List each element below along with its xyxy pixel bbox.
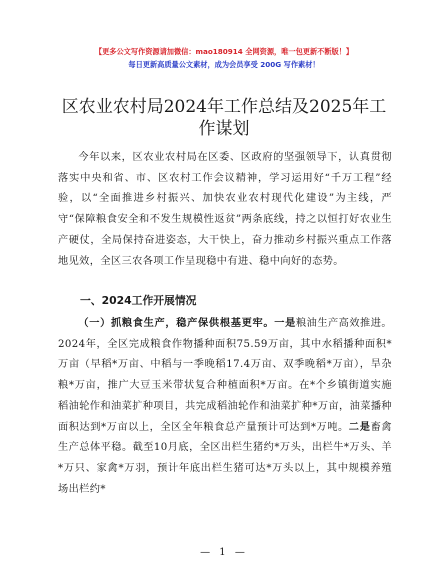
- promo-banner-membership: 每日更新高质量公文素材，成为会员享受 200G 写作素材！: [128, 60, 320, 69]
- item-lead: （一）抓粮食生产，稳产保供根基更牢。一是: [78, 318, 296, 329]
- intro-paragraph: 今年以来，区农业农村局在区委、区政府的坚强领导下，认真贯彻落实中央和省、市、区农村工作会议精神，学习运用好“千万工程”经验，以“全面推进乡村振兴、加快农业农村现代化建设”为主线，严守“保障粮食安全和不发生规模性返贫”两条底线，持之以恒打好农业生产硬仗，全局保持奋进姿态，大干快上，奋力推动乡村振兴重点工作落地见效，全区三农各项工作呈现稳中有进、稳中向好的态势。: [58, 152, 392, 267]
- page-number: — 1 —: [200, 547, 248, 558]
- item-lead-2: 二是: [348, 421, 371, 433]
- item-body: 粮油生产高效推进。2024年，全区完成粮食作物播种面积75.59万亩，其中水稻播种面积*万亩（早稻*万亩、中稻与一季晚稻17.4万亩、双季晚稻*万亩），旱杂粮*万亩，推广大豆玉米带状复合种植面积*万亩。在*个乡镇街道实施稻油轮作和油菜扩种项目，共完成稻油轮作和油菜扩种*万亩，油菜播种面积达到*万亩以上，全区全年粮食总产量预计可达到*万吨。: [58, 318, 392, 433]
- item-body-2: 畜禽生产总体平稳。截至10月底，全区出栏生猪约*万头，出栏牛*万头、羊*万只、家禽*万羽，预计年底出栏生猪可达*万头以上，其中规模养殖场出栏约*: [58, 421, 392, 495]
- promo-banner-wechat: 【更多公文写作资源请加微信：mao180914 全网资源，唯一包更新不断版！】: [94, 47, 354, 56]
- grain-production-paragraph: [58, 314, 392, 500]
- section-heading: 一、2024工作开展情况: [80, 294, 197, 307]
- document-title: 区农业农村局2024年工作总结及2025年工作谋划: [61, 97, 387, 139]
